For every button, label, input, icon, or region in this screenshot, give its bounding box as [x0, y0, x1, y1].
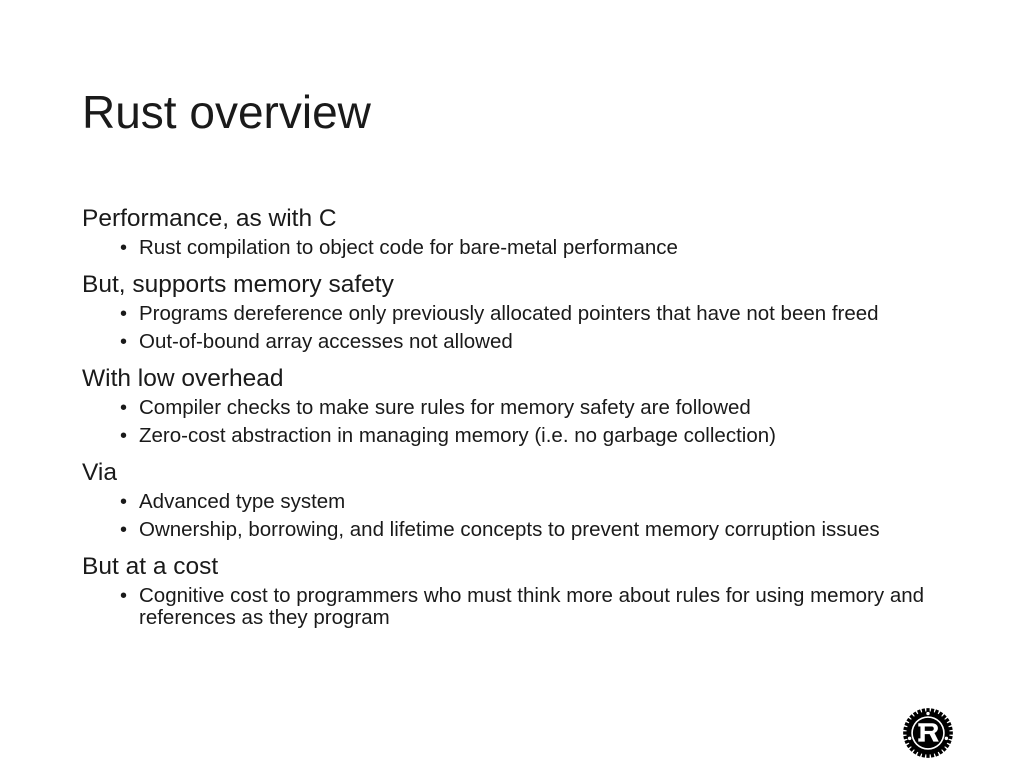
section-heading: Via [82, 459, 117, 486]
section-heading: But, supports memory safety [82, 271, 394, 298]
bullet-item [82, 491, 942, 513]
bullet-item [82, 237, 942, 259]
section-heading: But at a cost [82, 553, 219, 580]
bullet-list [82, 397, 942, 457]
bullet-item [82, 331, 942, 353]
bullet-icon: • [120, 303, 128, 325]
section-via [82, 457, 942, 551]
gear-tooth [903, 731, 908, 734]
bullet-text: Ownership, borrowing, and lifetime concepts to prevent memory corruption issues [139, 518, 880, 541]
bullet-text: Cognitive cost to programmers who must think more about rules for using memory and references as they program [139, 584, 925, 629]
bullet-text: Advanced type system [139, 490, 346, 513]
bullet-list [82, 491, 942, 551]
section-cost [82, 551, 942, 639]
section-memory-safety [82, 269, 942, 363]
bullet-icon: • [120, 237, 128, 259]
gear-tooth [947, 731, 952, 734]
bullet-text: Rust compilation to object code for bare-metal performance [139, 236, 678, 259]
bullet-item [82, 397, 942, 419]
bullet-item [82, 425, 942, 447]
gear-tooth [926, 752, 929, 757]
section-heading: Performance, as with C [82, 205, 337, 232]
slide-title: Rust overview [82, 86, 371, 138]
bullet-list [82, 303, 942, 363]
bullet-text: Programs dereference only previously allocated pointers that have not been freed [139, 302, 879, 325]
bullet-item [82, 585, 942, 629]
bullet-list [82, 237, 942, 269]
bullet-text: Out-of-bound array accesses not allowed [139, 330, 513, 353]
bullet-icon: • [120, 585, 128, 607]
bullet-icon: • [120, 519, 128, 541]
bullet-item [82, 303, 942, 325]
bullet-icon: • [120, 397, 128, 419]
bullet-list [82, 585, 942, 639]
bullet-text: Zero-cost abstraction in managing memory (i.e. no garbage collection) [139, 424, 776, 447]
rust-logo-icon [901, 706, 955, 760]
bullet-icon: • [120, 425, 128, 447]
bullet-text: Compiler checks to make sure rules for memory safety are followed [139, 396, 751, 419]
slide-body [82, 203, 942, 639]
section-heading: With low overhead [82, 365, 284, 392]
bullet-item [82, 519, 942, 541]
section-low-overhead [82, 363, 942, 457]
bullet-icon: • [120, 331, 128, 353]
section-performance [82, 203, 942, 269]
bullet-icon: • [120, 491, 128, 513]
